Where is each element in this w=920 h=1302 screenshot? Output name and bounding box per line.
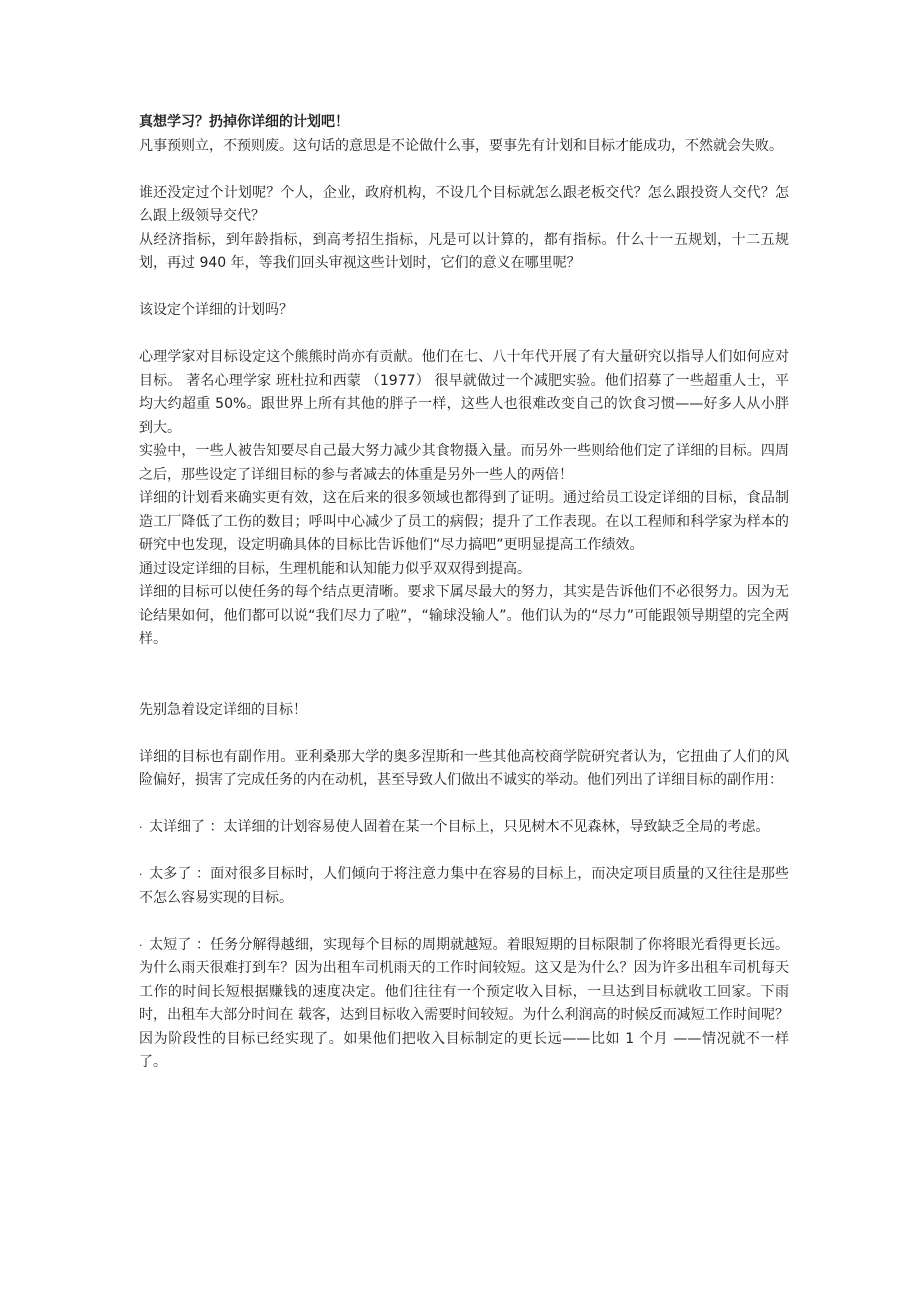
bullet-item-too-short: [139, 934, 789, 1075]
spacer: [139, 158, 789, 182]
spacer: [139, 910, 789, 934]
document-body: [139, 111, 789, 1075]
bullet-text: 太详细了 ：太详细的计划容易使人固着在某一个目标上，只见树木不见森林，导致缺乏全局的考虑。: [149, 819, 770, 835]
article-title: 真想学习？扔掉你详细的计划吧！: [139, 114, 349, 130]
spacer: [139, 722, 789, 746]
paragraph-intro: 凡事预则立，不预则废。这句话的意思是不论做什么事，要事先有计划和目标才能成功，不然就会失败。: [139, 137, 783, 154]
spacer: [139, 323, 789, 347]
spacer: [139, 840, 789, 864]
spacer: [139, 652, 789, 699]
spacer: [139, 276, 789, 300]
section-heading-question: 该设定个详细的计划吗？: [139, 302, 293, 318]
paragraph-indicators: 从经济指标，到年龄指标，到高考招生指标，凡是可以计算的，都有指标。什么十一五规划，十二五规划，再过 940 年，等我们回头审视这些计划时，它们的意义在哪里呢？: [139, 231, 789, 271]
paragraph-who-made-plans: 谁还没定过个计划呢？个人，企业，政府机构，不设几个目标就怎么跟老板交代？怎么跟投资人交代？怎么跟上级领导交代？: [139, 184, 789, 224]
bullet-text: 太多了 ：面对很多目标时，人们倾向于将注意力集中在容易的目标上，而决定项目质量的又往往是那些不怎么容易实现的目标。: [139, 866, 789, 906]
bullet-item-too-detailed: [139, 816, 789, 840]
bullet-item-too-many: [139, 863, 789, 910]
section-heading-caution: 先别急着设定详细的目标！: [139, 701, 307, 718]
paragraph-improvement: 通过设定详细的目标，生理机能和认知能力似乎双双得到提高。: [139, 560, 531, 577]
bullet-dot-icon: ·: [139, 938, 143, 952]
paragraph-side-effects: 详细的目标也有副作用。亚利桑那大学的奥多涅斯和一些其他高校商学院研究者认为，它扭曲了人们的风险偏好，损害了完成任务的内在动机，甚至导致人们做出不诚实的举动。他们列出了详细目标的副作用：: [139, 748, 789, 788]
paragraph-psychology-research: 心理学家对目标设定这个熊熊时尚亦有贡献。他们在七、八十年代开展了有大量研究以指导人们如何应对目标。 著名心理学家 班杜拉和西蒙 （1977） 很早就做过一个减肥实验。他们招募了一些超重人士，平均大约超重 50%。跟世界上所有其他的胖子一样，这些人也很难改变自己的饮食习惯——好多人从小胖到大。: [139, 349, 789, 436]
bullet-dot-icon: ·: [139, 821, 143, 834]
paragraph-clarity: 详细的目标可以使任务的每个结点更清晰。要求下属尽最大的努力，其实是告诉他们不必很努力。因为无论结果如何，他们都可以说“我们尽力了啦”，“输球没输人”。他们认为的“尽力”可能跟领导期望的完全两样。: [139, 584, 789, 647]
paragraph-experiment: 实验中，一些人被告知要尽自己最大努力减少其食物摄入量。而另外一些则给他们定了详细的目标。四周之后，那些设定了详细目标的参与者减去的体重是另外一些人的两倍！: [139, 443, 789, 483]
spacer: [139, 793, 789, 817]
bullet-text: 太短了 ：任务分解得越细，实现每个目标的周期就越短。着眼短期的目标限制了你将眼光看得更长远。为什么雨天很难打到车？因为出租车司机雨天的工作时间较短。这又是为什么？因为许多出租车司机每天工作的时间长短根据赚钱的速度决定。他们往往有一个预定收入目标，一旦达到目标就收工回家。下雨时，出租车大部分时间在 载客，达到目标收入需要时间较短。为什么利润高的时候反而减短工作时间呢？因为阶段性的目标已经实现了。如果他们把收入目标制定的更长远——比如 1 个月 ——情况就不一样了。: [139, 936, 789, 1070]
bullet-dot-icon: ·: [139, 868, 143, 881]
paragraph-evidence: 详细的计划看来确实更有效，这在后来的很多领域也都得到了证明。通过给员工设定详细的目标，食品制造工厂降低了工伤的数目；呼叫中心减少了员工的病假；提升了工作表现。在以工程师和科学家为样本的研究中也发现，设定明确具体的目标比告诉他们“尽力搞吧”更明显提高工作绩效。: [139, 490, 789, 553]
